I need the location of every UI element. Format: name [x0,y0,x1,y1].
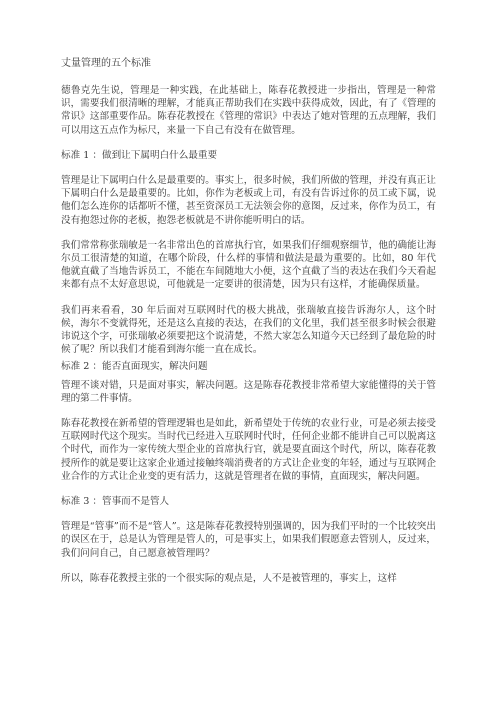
paragraph: 我们常常称张瑞敏是一名非常出色的首席执行官，如果我们仔细观察细节，他的确能让海尔员工很清楚的知道，在哪个阶段，什么样的事情和做法是最为重要的。比如，80 年代他就直截了当地告诉员工，不能在车间随地大小便，这个直截了当的表达在我们今天看起来都有点不太好意思说，可他就是一定要讲的很清楚，因为只有这样，才能确保质量。 [61,239,436,291]
paragraph: 管理是让下属明白什么是最重要的。事实上，很多时候，我们所做的管理，并没有真正让下属明白什么是最重要的。比如，你作为老板或上司，有没有告诉过你的员工或下属，说他们怎么连你的话都听不懂，甚至资深员工无法领会你的意图，反过来，你作为员工，有没有抱怨过你的老板，抱怨老板就是不讲你能听明白的话。 [61,175,436,226]
paragraph: 我们再来看看，30 年后面对互联网时代的极大挑战，张瑞敏直接告诉海尔人，这个时候，海尔不变就得死，还是这么直接的表达，在我们的文化里，我们甚至很多时候会很避讳说这个字，可张瑞敏必须要把这个说清楚，不然大家怎么知道今天已经到了最危险的时候了呢？所以我们才能看到海尔能一直在成长。 [61,304,436,356]
document-title: 丈量管理的五个标准 [61,58,151,69]
document-body [61,84,436,585]
section-heading: 标准 2 ：能否直面现实，解决问题 [61,361,208,373]
paragraph: 陈春花教授在新希望的管理逻辑也是如此，新希望处于传统的农业行业，可是必须去接受互联网时代这个现实。当时代已经进入互联网时代时，任何企业都不能讲自己可以脱离这个时代，而作为一家传统大型企业的首席执行官，就是要直面这个时代，所以，陈春花教授所作的就是要让这家企业通过接触终端消费者的方式让企业变的年轻，通过与互联网企业合作的方式让企业变的更有活力，这就是管理者在做的事情，直面现实，解决问题。 [61,418,436,482]
section-heading: 标准 3 ：管事而不是管人 [61,496,170,508]
section-heading: 标准 1 ：做到让下属明白什么最重要 [61,149,218,161]
paragraph: 管理不谈对错，只是面对事实，解决问题。这是陈春花教授非常希望大家能懂得的关于管理的第二件事情。 [61,379,436,404]
paragraph: 所以，陈春花教授主张的一个很实际的观点是，人不是被管理的，事实上，这样 [61,572,397,584]
paragraph: 管理是“管事”而不是“管人”。这是陈春花教授特别强调的，因为我们平时的一个比较突出的误区在于，总是认为管理是管人的，可是事实上，如果我们假愿意去管别人，反过来，我们问问自己，自己愿意被管理吗？ [61,521,436,559]
paragraph: 德鲁克先生说，管理是一种实践，在此基础上，陈春花教授进一步指出，管理是一种常识，需要我们很清晰的理解，才能真正帮助我们在实践中获得成效，因此，有了《管理的常识》这部重要作品。陈春花教授在《管理的常识》中表达了她对管理的五点理解，我们可以用这五点作为标尺，来量一下自己有没有在做管理。 [61,85,436,136]
